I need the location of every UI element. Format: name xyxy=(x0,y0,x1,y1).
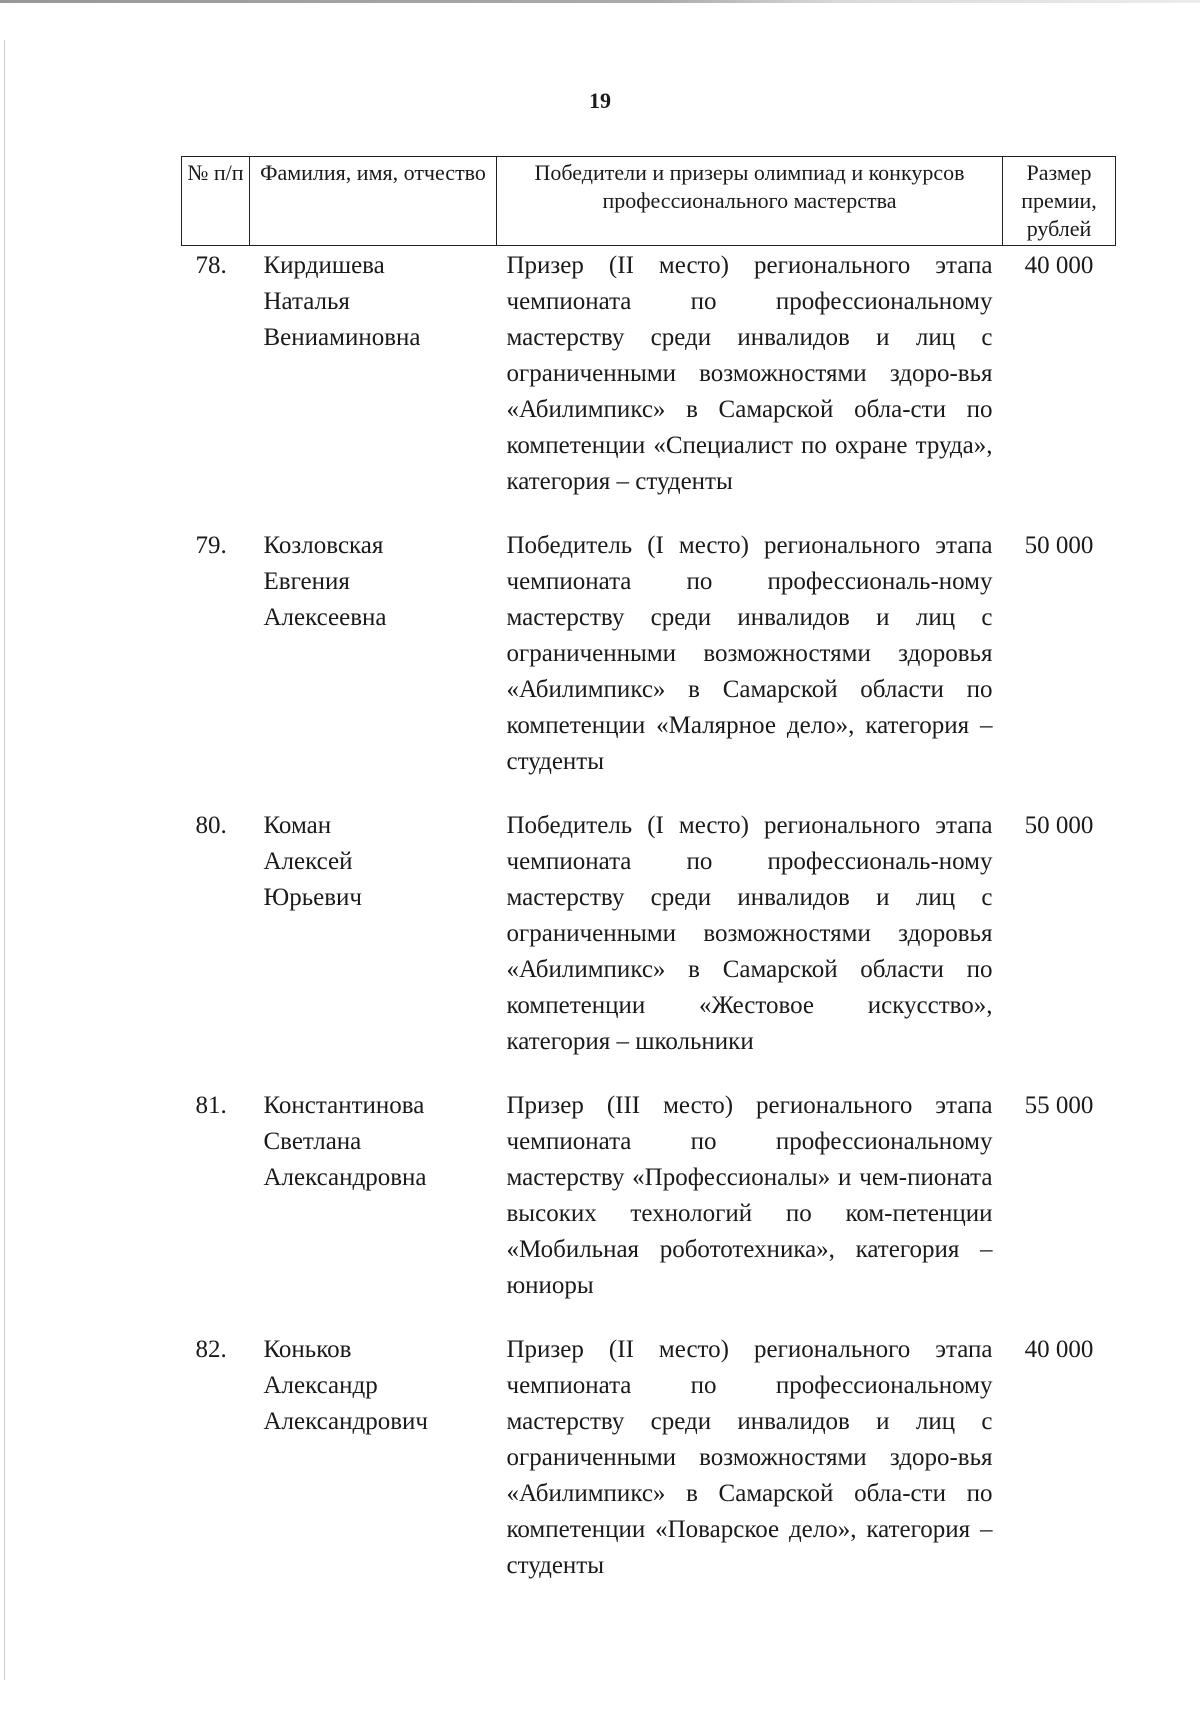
award-description: Победитель (I место) регионального этапа чемпионата по профессиональ-ному мастерству среди инвалидов и лиц с ограниченными возможностями здоровья «Абилимпикс» в Самарской области по компетенции «Жестовое искусство», категория – школьники xyxy=(506,812,993,1055)
recipient-name-line: Козловская xyxy=(263,532,384,559)
scan-edge-top xyxy=(0,0,1200,3)
table-row xyxy=(182,526,1116,780)
award-amount: 50 000 xyxy=(1024,532,1094,559)
scan-edge-left xyxy=(4,40,5,1680)
award-description: Призер (III место) регионального этапа чемпионата по профессиональному мастерству «Профессионалы» и чем-пионата высоких технологий по ком-петенции «Мобильная робототехника», категория – юниоры xyxy=(506,1092,993,1299)
row-spacer-cell xyxy=(182,780,1116,806)
table-row xyxy=(182,1086,1116,1304)
header-amount: Размер премии, рублей xyxy=(1003,157,1116,246)
recipient-name-line: Евгения xyxy=(263,568,350,595)
award-description: Победитель (I место) регионального этапа чемпионата по профессиональ-ному мастерству среди инвалидов и лиц с ограниченными возможностями здоровья «Абилимпикс» в Самарской области по компетенции «Малярное дело», категория – студенты xyxy=(506,532,993,775)
table-row xyxy=(182,806,1116,1060)
row-spacer xyxy=(182,780,1116,806)
table-header xyxy=(182,157,1116,246)
recipient-name xyxy=(250,806,497,1060)
row-number: 81. xyxy=(195,1092,227,1119)
row-number: 80. xyxy=(195,812,227,839)
recipient-name-line: Александр xyxy=(263,1372,378,1399)
table-header-row xyxy=(182,157,1116,246)
recipient-name-line: Светлана xyxy=(263,1128,362,1155)
recipient-name xyxy=(250,1330,497,1584)
recipient-name-line: Вениаминовна xyxy=(263,324,421,351)
recipient-name-line: Коман xyxy=(263,812,332,839)
table-body xyxy=(182,246,1116,1585)
page-number-text: 19 xyxy=(589,88,611,113)
recipient-name-line: Кирдишева xyxy=(263,252,385,279)
award-amount: 55 000 xyxy=(1024,1092,1094,1119)
award-amount: 50 000 xyxy=(1024,812,1094,839)
row-number: 79. xyxy=(195,532,227,559)
header-num: № п/п xyxy=(182,157,250,246)
award-description: Призер (II место) регионального этапа чемпионата по профессиональному мастерству среди инвалидов и лиц с ограниченными возможностями здоро-вья «Абилимпикс» в Самарской обла-сти по компетенции «Специалист по охране труда», категория – студенты xyxy=(506,252,993,495)
table-row xyxy=(182,246,1116,501)
table-row xyxy=(182,1330,1116,1584)
recipient-name-line: Коньков xyxy=(263,1336,352,1363)
row-spacer xyxy=(182,500,1116,526)
recipient-name-line: Юрьевич xyxy=(263,884,362,911)
row-spacer-cell xyxy=(182,1060,1116,1086)
recipient-name-line: Александрович xyxy=(263,1408,429,1435)
recipient-name-line: Алексей xyxy=(263,848,353,875)
awards-table xyxy=(181,156,1116,1584)
recipient-name-line: Константинова xyxy=(263,1092,425,1119)
row-spacer xyxy=(182,1304,1116,1330)
row-number: 82. xyxy=(195,1336,227,1363)
recipient-name-line: Наталья xyxy=(263,288,350,315)
recipient-name xyxy=(250,1086,497,1304)
recipient-name xyxy=(250,526,497,780)
header-description: Победители и призеры олимпиад и конкурсов профессионального мастерства xyxy=(497,157,1003,246)
row-spacer-cell xyxy=(182,500,1116,526)
row-spacer xyxy=(182,1060,1116,1086)
row-spacer-cell xyxy=(182,1304,1116,1330)
award-amount: 40 000 xyxy=(1024,252,1094,279)
award-amount: 40 000 xyxy=(1024,1336,1094,1363)
recipient-name-line: Александровна xyxy=(263,1164,427,1191)
page-number xyxy=(0,88,1200,114)
recipient-name xyxy=(250,246,497,501)
recipient-name-line: Алексеевна xyxy=(263,604,387,631)
award-description: Призер (II место) регионального этапа чемпионата по профессиональному мастерству среди инвалидов и лиц с ограниченными возможностями здоро-вья «Абилимпикс» в Самарской обла-сти по компетенции «Поварское дело», категория – студенты xyxy=(506,1336,993,1579)
row-number: 78. xyxy=(195,252,227,279)
header-name: Фамилия, имя, отчество xyxy=(250,157,497,246)
